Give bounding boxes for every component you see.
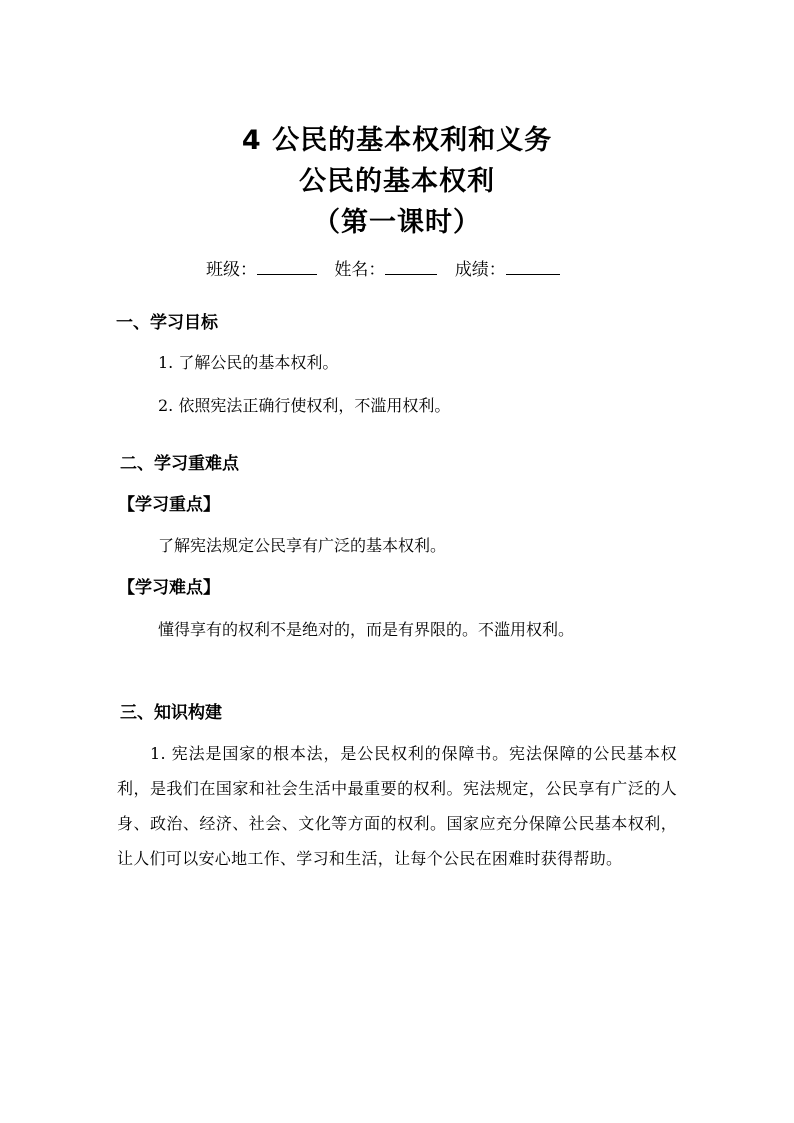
name-label: 姓名： [334,260,386,280]
title-line-1: 4 公民的基本权利和义务 [241,125,553,156]
difficult-point-text: 懂得享有的权利不是绝对的，而是有界限的。不滥用权利。 [158,620,575,639]
knowledge-paragraph-1: 1. 宪法是国家的根本法，是公民权利的保障书。宪法保障的公民基本权利，是我们在国家和社会生活中最重要的权利。宪法规定，公民享有广泛的人身、政治、经济、社会、文化等方面的权利。国家应充分保障公民基本权利，让人们可以安心地工作、学习和生活，让每个公民在困难时获得帮助。 [117,744,677,868]
score-label: 成绩： [454,260,506,280]
name-blank[interactable] [385,254,437,275]
objective-item-1: 1. 了解公民的基本权利。 [158,353,339,372]
key-point-label: 【学习重点】 [118,495,220,515]
key-point-text: 了解宪法规定公民享有广泛的基本权利。 [158,536,447,555]
student-info-row [206,254,572,284]
section-1-heading: 一、学习目标 [116,313,218,333]
score-blank[interactable] [506,254,560,275]
class-label: 班级： [206,260,257,280]
class-blank[interactable] [257,254,317,275]
title-line-3: （第一课时） [313,207,481,238]
difficult-point-label: 【学习难点】 [118,578,220,598]
title-line-2: 公民的基本权利 [299,166,495,197]
objective-item-2: 2. 依照宪法正确行使权利，不滥用权利。 [158,396,451,415]
section-2-heading: 二、学习重难点 [120,454,239,474]
section-3-heading: 三、知识构建 [120,703,222,723]
